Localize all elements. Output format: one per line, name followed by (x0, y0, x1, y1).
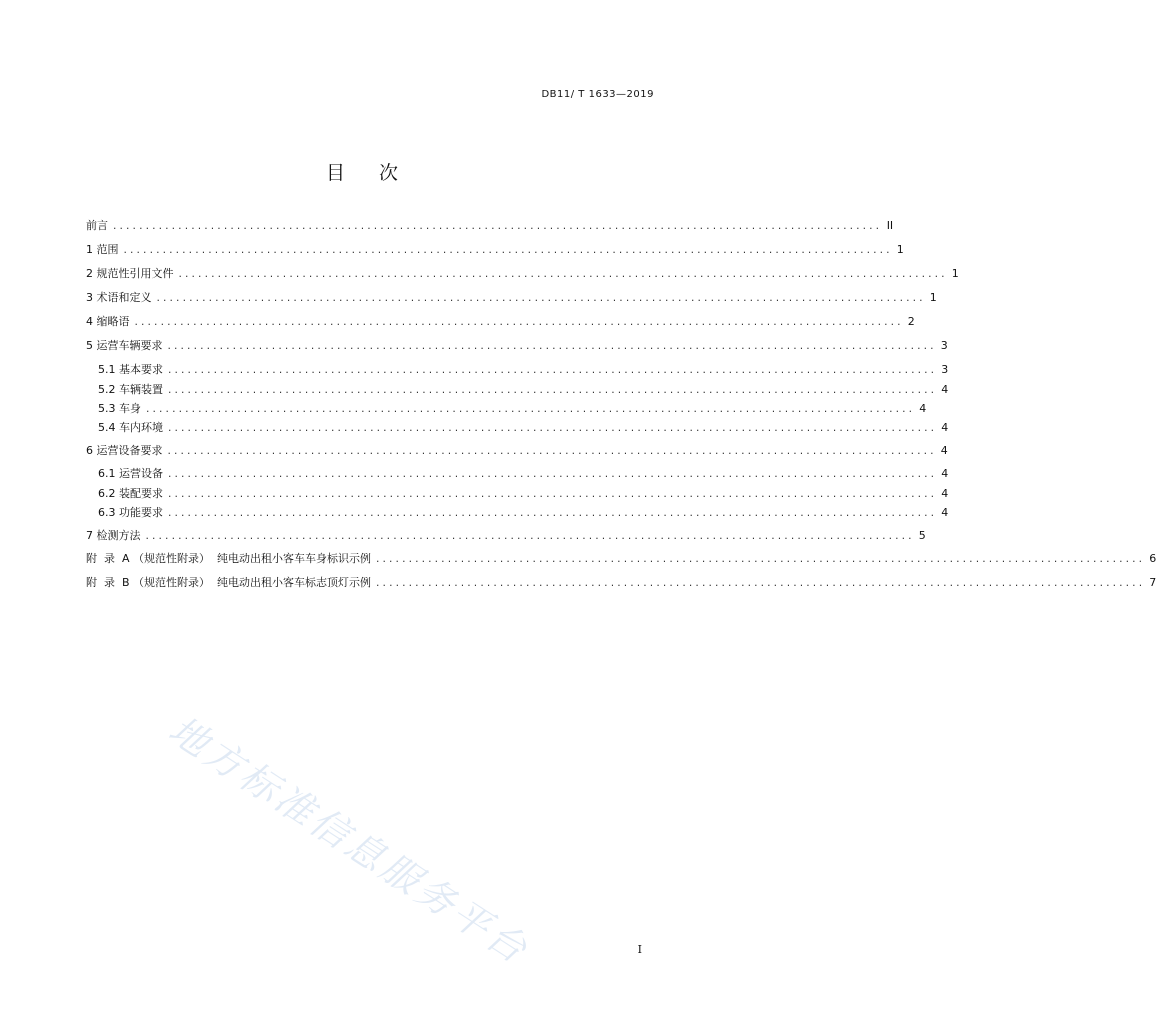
toc-entry-page: 1 (951, 267, 959, 280)
toc-entry-terms[interactable] (86, 291, 937, 305)
toc-entry-preface[interactable] (86, 219, 894, 233)
leader-dots: ...................................................................................................................... (166, 447, 936, 457)
watermark: 地方标准信息服务平台 (161, 707, 538, 974)
toc-entry-label: 4 缩略语 (86, 315, 130, 328)
toc-entry-page: 4 (941, 487, 949, 500)
toc-entry-page: 4 (941, 421, 949, 434)
toc-entry-vehicle-devices[interactable] (98, 383, 949, 397)
toc-entry-label: 6.1 运营设备 (98, 467, 163, 480)
toc-entry-label: 2 规范性引用文件 (86, 267, 174, 280)
leader-dots: ...................................................................................................................... (167, 386, 937, 396)
toc-entry-label: 1 范围 (86, 243, 119, 256)
toc-entry-scope[interactable] (86, 243, 904, 257)
leader-dots: ...................................................................................................................... (166, 342, 936, 352)
toc-entry-label: 6.3 功能要求 (98, 506, 163, 519)
toc-entry-label: 5 运营车辆要求 (86, 339, 163, 352)
toc-entry-page: II (886, 219, 894, 232)
leader-dots: ...................................................................................................................... (122, 246, 892, 256)
toc-entry-label: 前言 (86, 219, 108, 232)
toc-entry-appendix-a[interactable] (86, 552, 1156, 566)
toc-entry-label: 5.2 车辆装置 (98, 383, 163, 396)
toc-entry-interior-environment[interactable] (98, 421, 949, 435)
toc-entry-page: 6 (1149, 552, 1156, 565)
toc-entry-label: 5.4 车内环境 (98, 421, 163, 434)
leader-dots: ...................................................................................................................... (167, 366, 937, 376)
toc-entry-label: 6.2 装配要求 (98, 487, 163, 500)
leader-dots: ...................................................................................................................... (167, 509, 937, 519)
toc-entry-abbreviations[interactable] (86, 315, 915, 329)
leader-dots: ...................................................................................................................... (167, 424, 937, 434)
toc-entry-page: 4 (940, 444, 948, 457)
document-code: DB11/ T 1633—2019 (541, 89, 654, 100)
toc-entry-label: 5.1 基本要求 (98, 363, 163, 376)
page-number: I (637, 943, 642, 956)
toc-entry-page: 3 (940, 339, 948, 352)
toc-entry-test-methods[interactable] (86, 529, 926, 543)
toc-entry-label: 6 运营设备要求 (86, 444, 163, 457)
leader-dots: ...................................................................................................................... (145, 405, 915, 415)
toc-entry-label: 7 检测方法 (86, 529, 141, 542)
toc-title: 目 次 (325, 162, 413, 184)
toc-entry-equipment-requirements[interactable] (86, 444, 948, 458)
toc-entry-operating-equipment[interactable] (98, 467, 949, 481)
leader-dots: ...................................................................................................................... (155, 294, 925, 304)
leader-dots: ...................................................................................................................... (167, 490, 937, 500)
toc-entry-assembly-requirements[interactable] (98, 487, 949, 501)
leader-dots: ...................................................................................................................... (167, 470, 937, 480)
toc-entry-label: 3 术语和定义 (86, 291, 152, 304)
toc-entry-normative-references[interactable] (86, 267, 959, 281)
toc-entry-page: 3 (941, 363, 949, 376)
leader-dots: ...................................................................................................................... (375, 579, 1145, 589)
leader-dots: ...................................................................................................................... (375, 555, 1145, 565)
toc-entry-vehicle-requirements[interactable] (86, 339, 948, 353)
toc-entry-page: 4 (941, 383, 949, 396)
toc-entry-page: 4 (941, 506, 949, 519)
toc-entry-page: 4 (919, 402, 927, 415)
toc-entry-page: 7 (1149, 576, 1156, 589)
leader-dots: ...................................................................................................................... (177, 270, 947, 280)
leader-dots: ...................................................................................................................... (144, 532, 914, 542)
toc-entry-label: 附 录 A （规范性附录） 纯电动出租小客车车身标识示例 (86, 552, 371, 565)
toc-entry-basic-requirements[interactable] (98, 363, 949, 377)
toc-entry-page: 2 (907, 315, 915, 328)
leader-dots: ...................................................................................................................... (112, 222, 882, 232)
toc-entry-page: 5 (918, 529, 926, 542)
toc-entry-page: 1 (929, 291, 937, 304)
toc-entry-function-requirements[interactable] (98, 506, 949, 520)
toc-entry-page: 1 (896, 243, 904, 256)
toc-entry-body[interactable] (98, 402, 927, 416)
toc-entry-page: 4 (941, 467, 949, 480)
toc-entry-appendix-b[interactable] (86, 576, 1156, 590)
leader-dots: ...................................................................................................................... (133, 318, 903, 328)
toc-entry-label: 附 录 B （规范性附录） 纯电动出租小客车标志顶灯示例 (86, 576, 372, 589)
toc-entry-label: 5.3 车身 (98, 402, 141, 415)
